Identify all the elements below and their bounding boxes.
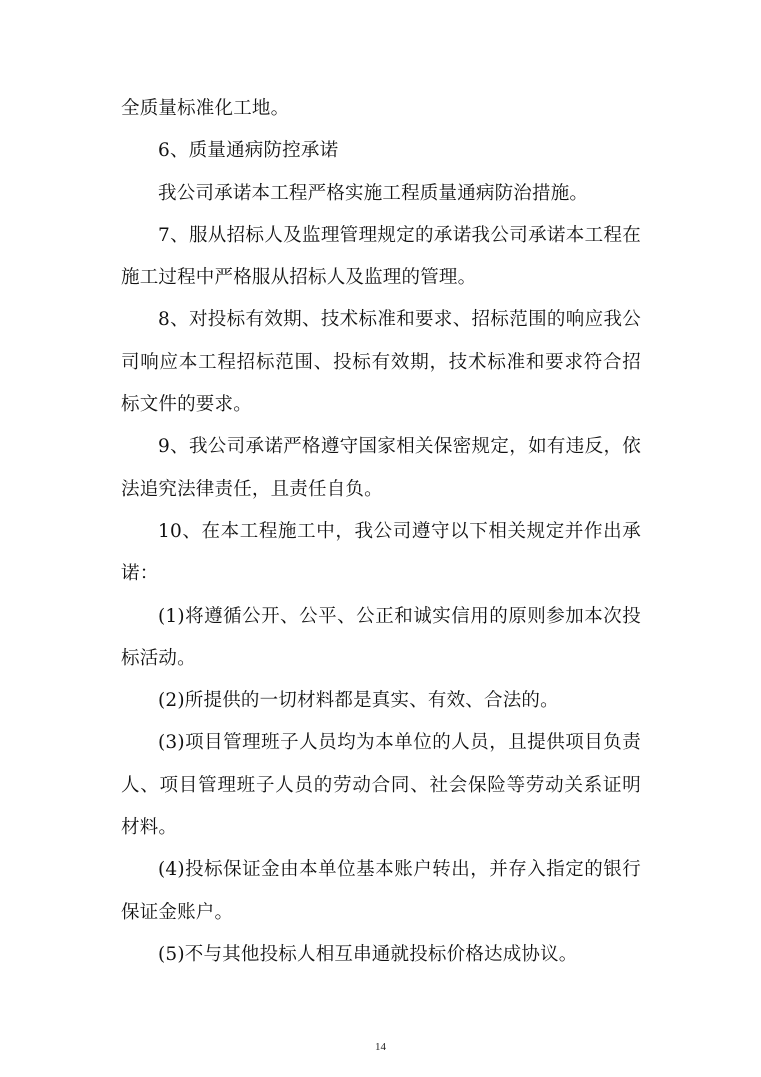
paragraph-quality-commitment: 我公司承诺本工程严格实施工程质量通病防治措施。 xyxy=(158,182,589,204)
paragraph-subitem-1: (1)将遵循公开、公平、公正和诚实信用的原则参加本次投标活动。 xyxy=(121,605,641,669)
paragraph-item-8: 8、对投标有效期、技术标准和要求、招标范围的响应我公司响应本工程招标范围、投标有效期，技术标准和要求符合招标文件的要求。 xyxy=(121,309,641,416)
paragraph-item-10: 10、在本工程施工中，我公司遵守以下相关规定并作出承诺： xyxy=(121,520,641,585)
page-number: 14 xyxy=(375,1041,386,1053)
paragraph-item-9: 9、我公司承诺严格遵守国家相关保密规定，如有违反，依法追究法律责任，且责任自负。 xyxy=(121,436,641,500)
document-body xyxy=(121,88,641,976)
paragraph-continuation: 全质量标准化工地。 xyxy=(121,98,290,119)
paragraph-subitem-2: (2)所提供的一切材料都是真实、有效、合法的。 xyxy=(158,690,559,712)
paragraph-item-7: 7、服从招标人及监理管理规定的承诺我公司承诺本工程在施工过程中严格服从招标人及监理的管理。 xyxy=(121,224,641,289)
paragraph-heading-6: 6、质量通病防控承诺 xyxy=(158,140,339,162)
paragraph-subitem-4: (4)投标保证金由本单位基本账户转出，并存入指定的银行保证金账户。 xyxy=(121,859,641,923)
paragraph-subitem-5: (5)不与其他投标人相互串通就投标价格达成协议。 xyxy=(158,943,578,965)
paragraph-subitem-3: (3)项目管理班子人员均为本单位的人员，且提供项目负责人、项目管理班子人员的劳动合同、社会保险等劳动关系证明材料。 xyxy=(121,732,641,839)
